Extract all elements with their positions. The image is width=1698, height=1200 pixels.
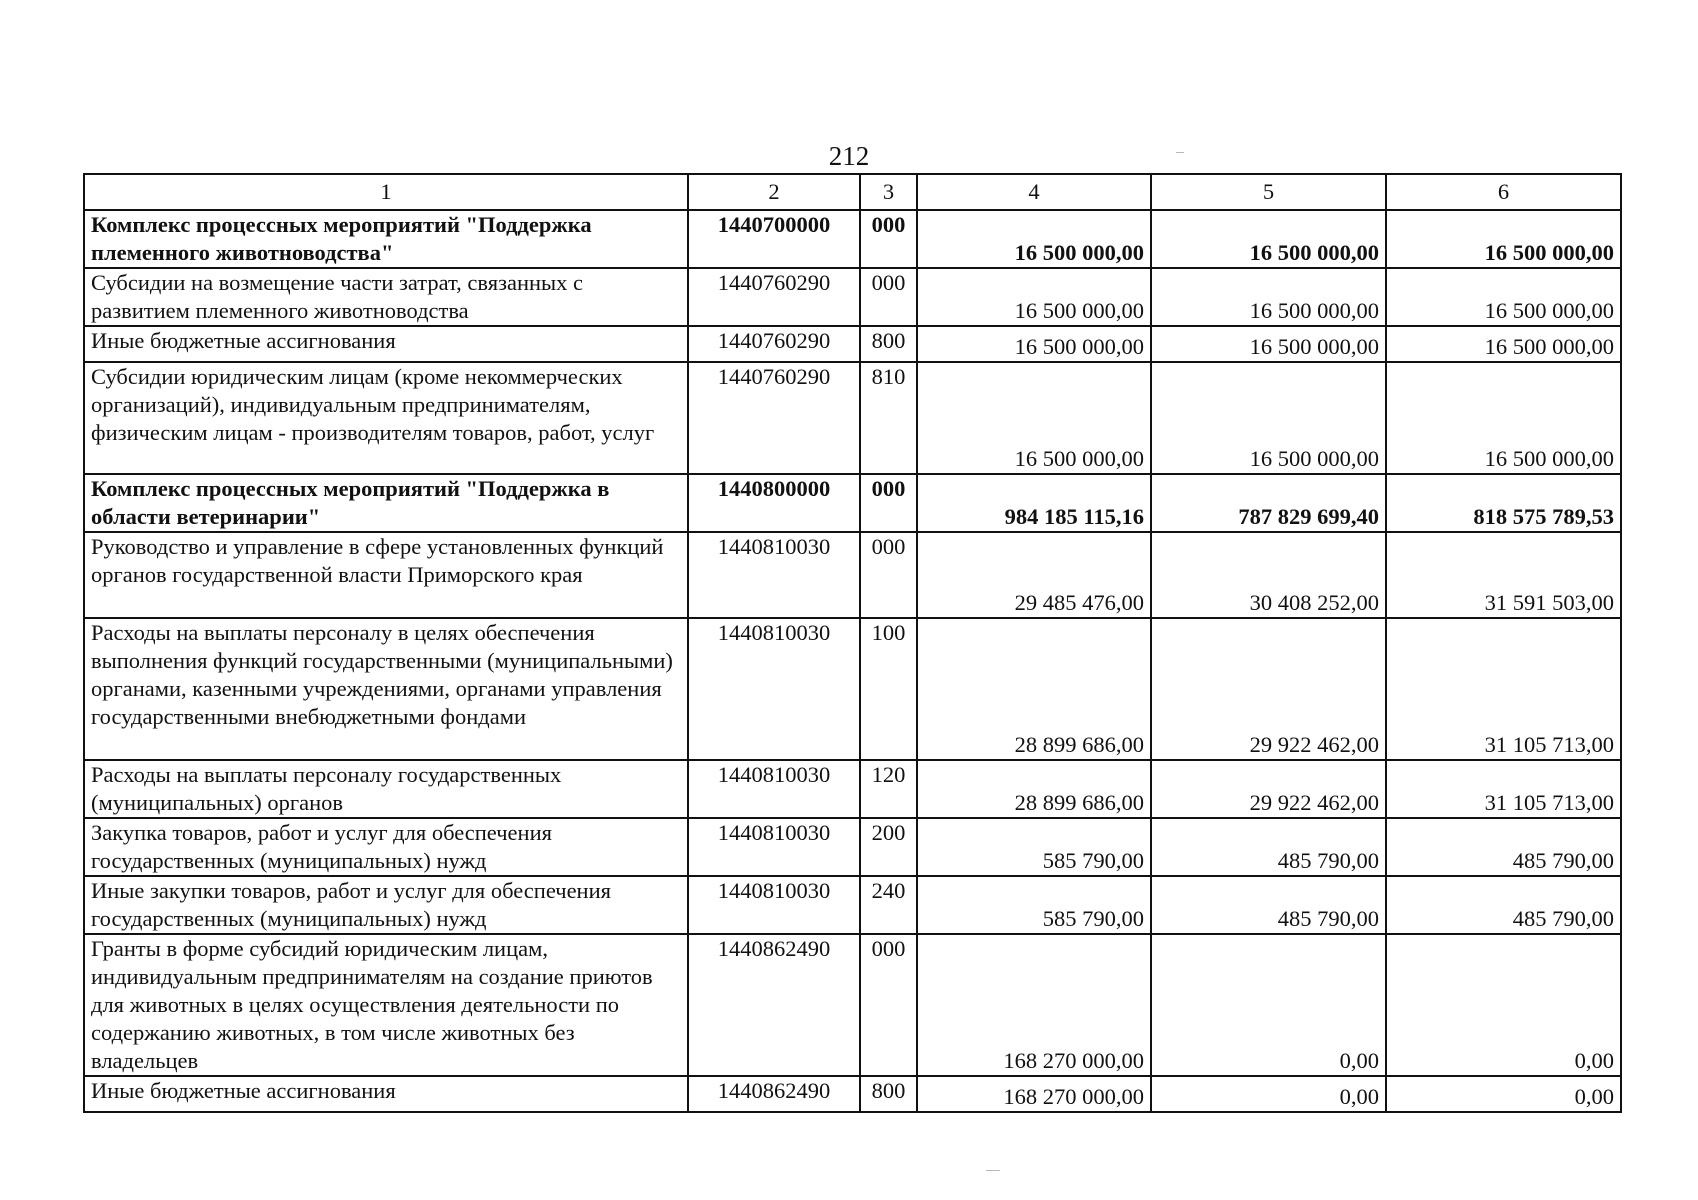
table-row: [84, 618, 1621, 760]
target-article-code: 1440810030: [688, 532, 860, 618]
target-article-code: 1440760290: [688, 326, 860, 362]
target-article-code: 1440760290: [688, 268, 860, 326]
target-article-code: 1440760290: [688, 362, 860, 474]
row-description: Субсидии юридическим лицам (кроме некоммерческих организаций), индивидуальным предпринимателям, физическим лицам - производителям товаров, работ, услуг: [84, 362, 688, 474]
target-article-code: 1440810030: [688, 818, 860, 876]
column-number-header: 2: [688, 174, 860, 210]
amount-year-3: 31 105 713,00: [1386, 618, 1621, 760]
column-number-header: 5: [1151, 174, 1386, 210]
amount-year-1: 29 485 476,00: [917, 532, 1151, 618]
amount-year-2: 485 790,00: [1151, 818, 1386, 876]
table-row: [84, 818, 1621, 876]
table-row: [84, 532, 1621, 618]
row-description: Субсидии на возмещение части затрат, связанных с развитием племенного животноводства: [84, 268, 688, 326]
expense-kind-code: 800: [860, 1076, 917, 1112]
expense-kind-code: 800: [860, 326, 917, 362]
table-row: [84, 268, 1621, 326]
amount-year-1: 585 790,00: [917, 818, 1151, 876]
expense-kind-code: 000: [860, 210, 917, 268]
target-article-code: 1440862490: [688, 1076, 860, 1112]
row-description: Иные закупки товаров, работ и услуг для обеспечения государственных (муниципальных) нужд: [84, 876, 688, 934]
table-row: [84, 1076, 1621, 1112]
row-description: Комплекс процессных мероприятий "Поддержка в области ветеринарии": [84, 474, 688, 532]
expense-kind-code: 000: [860, 532, 917, 618]
table-row: [84, 876, 1621, 934]
target-article-code: 1440800000: [688, 474, 860, 532]
target-article-code: 1440810030: [688, 876, 860, 934]
table-row: [84, 362, 1621, 474]
table-row: [84, 760, 1621, 818]
row-description: Руководство и управление в сфере установленных функций органов государственной власти Приморского края: [84, 532, 688, 618]
expense-kind-code: 240: [860, 876, 917, 934]
expense-kind-code: 200: [860, 818, 917, 876]
amount-year-3: 31 105 713,00: [1386, 760, 1621, 818]
amount-year-2: 29 922 462,00: [1151, 618, 1386, 760]
page-number: 212: [828, 141, 870, 171]
row-description: Комплекс процессных мероприятий "Поддержка племенного животноводства": [84, 210, 688, 268]
amount-year-2: 29 922 462,00: [1151, 760, 1386, 818]
column-number-header: 3: [860, 174, 917, 210]
column-number-header: 1: [84, 174, 688, 210]
amount-year-2: 0,00: [1151, 1076, 1386, 1112]
expense-kind-code: 100: [860, 618, 917, 760]
amount-year-3: 16 500 000,00: [1386, 362, 1621, 474]
amount-year-1: 984 185 115,16: [917, 474, 1151, 532]
amount-year-1: 16 500 000,00: [917, 210, 1151, 268]
row-description: Гранты в форме субсидий юридическим лицам, индивидуальным предпринимателям на создание приютов для животных в целях осуществления деятельности по содержанию животных, в том числе животных без владельцев: [84, 934, 688, 1076]
amount-year-2: 16 500 000,00: [1151, 362, 1386, 474]
expense-kind-code: 000: [860, 474, 917, 532]
target-article-code: 1440810030: [688, 760, 860, 818]
amount-year-1: 168 270 000,00: [917, 934, 1151, 1076]
amount-year-3: 818 575 789,53: [1386, 474, 1621, 532]
amount-year-3: 0,00: [1386, 1076, 1621, 1112]
scan-speck: [1176, 152, 1184, 153]
row-description: Иные бюджетные ассигнования: [84, 326, 688, 362]
amount-year-3: 16 500 000,00: [1386, 326, 1621, 362]
expense-kind-code: 120: [860, 760, 917, 818]
amount-year-1: 28 899 686,00: [917, 618, 1151, 760]
amount-year-3: 485 790,00: [1386, 876, 1621, 934]
amount-year-2: 485 790,00: [1151, 876, 1386, 934]
amount-year-1: 16 500 000,00: [917, 362, 1151, 474]
amount-year-1: 585 790,00: [917, 876, 1151, 934]
row-description: Иные бюджетные ассигнования: [84, 1076, 688, 1112]
amount-year-1: 16 500 000,00: [917, 268, 1151, 326]
amount-year-1: 16 500 000,00: [917, 326, 1151, 362]
column-number-row: [84, 174, 1621, 210]
target-article-code: 1440700000: [688, 210, 860, 268]
table-row: [84, 210, 1621, 268]
table-row: [84, 934, 1621, 1076]
column-number-header: 6: [1386, 174, 1621, 210]
target-article-code: 1440862490: [688, 934, 860, 1076]
column-number-header: 4: [917, 174, 1151, 210]
amount-year-2: 30 408 252,00: [1151, 532, 1386, 618]
amount-year-2: 16 500 000,00: [1151, 326, 1386, 362]
amount-year-2: 0,00: [1151, 934, 1386, 1076]
table-row: [84, 326, 1621, 362]
expense-kind-code: 810: [860, 362, 917, 474]
amount-year-3: 16 500 000,00: [1386, 210, 1621, 268]
amount-year-3: 485 790,00: [1386, 818, 1621, 876]
expense-kind-code: 000: [860, 268, 917, 326]
budget-table: [83, 173, 1622, 1113]
amount-year-2: 16 500 000,00: [1151, 210, 1386, 268]
amount-year-2: 16 500 000,00: [1151, 268, 1386, 326]
amount-year-1: 168 270 000,00: [917, 1076, 1151, 1112]
scan-speck: [986, 1170, 1000, 1171]
expense-kind-code: 000: [860, 934, 917, 1076]
table-row: [84, 474, 1621, 532]
row-description: Закупка товаров, работ и услуг для обеспечения государственных (муниципальных) нужд: [84, 818, 688, 876]
amount-year-1: 28 899 686,00: [917, 760, 1151, 818]
row-description: Расходы на выплаты персоналу в целях обеспечения выполнения функций государственными (муниципальными) органами, казенными учреждениями, органами управления государственными внебюджетными фондами: [84, 618, 688, 760]
amount-year-2: 787 829 699,40: [1151, 474, 1386, 532]
amount-year-3: 0,00: [1386, 934, 1621, 1076]
amount-year-3: 31 591 503,00: [1386, 532, 1621, 618]
amount-year-3: 16 500 000,00: [1386, 268, 1621, 326]
row-description: Расходы на выплаты персоналу государственных (муниципальных) органов: [84, 760, 688, 818]
target-article-code: 1440810030: [688, 618, 860, 760]
